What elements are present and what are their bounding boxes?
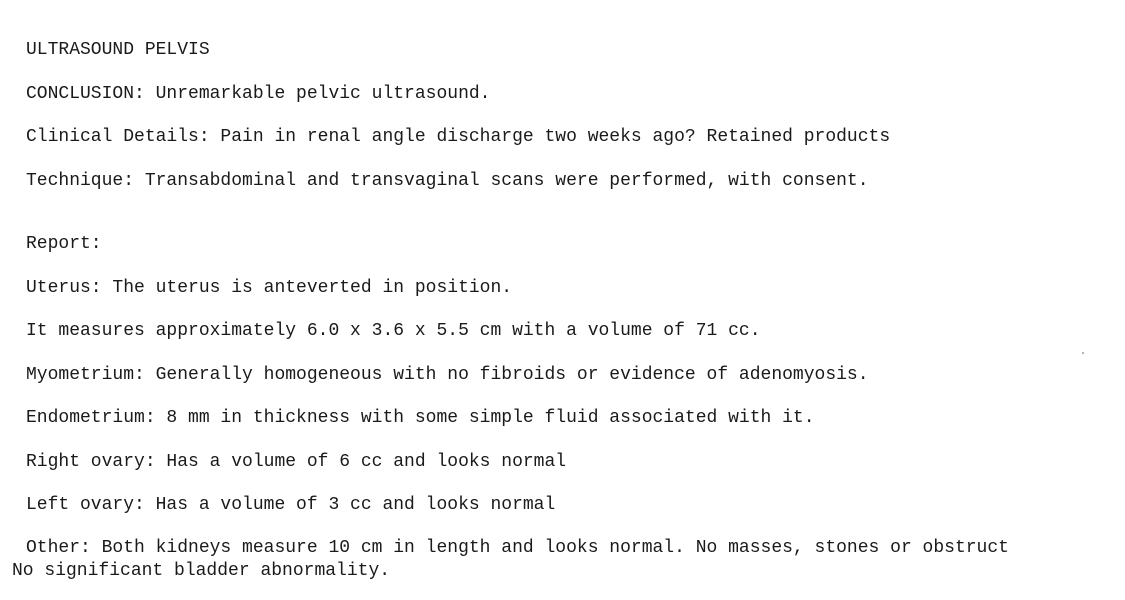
technique-line: Technique: Transabdominal and transvaginal scans were performed, with consent. — [26, 171, 869, 191]
right-ovary-line: Right ovary: Has a volume of 6 cc and looks normal — [26, 452, 567, 472]
bladder-line: No significant bladder abnormality. — [12, 561, 391, 581]
endometrium-line: Endometrium: 8 mm in thickness with some simple fluid associated with it. — [26, 408, 815, 428]
clinical-details-line: Clinical Details: Pain in renal angle discharge two weeks ago? Retained products — [26, 127, 891, 147]
myometrium-line: Myometrium: Generally homogeneous with no fibroids or evidence of adenomyosis. — [26, 365, 869, 385]
report-title: ULTRASOUND PELVIS — [26, 40, 210, 60]
measurements-line: It measures approximately 6.0 x 3.6 x 5.5 cm with a volume of 71 cc. — [26, 321, 761, 341]
other-line: Other: Both kidneys measure 10 cm in length and looks normal. No masses, stones or obstruct — [26, 538, 1009, 558]
left-ovary-line: Left ovary: Has a volume of 3 cc and looks normal — [26, 495, 556, 515]
report-heading: Report: — [26, 234, 102, 254]
conclusion-line: CONCLUSION: Unremarkable pelvic ultrasound. — [26, 84, 491, 104]
scan-speck — [1082, 352, 1084, 354]
uterus-line: Uterus: The uterus is anteverted in position. — [26, 278, 513, 298]
